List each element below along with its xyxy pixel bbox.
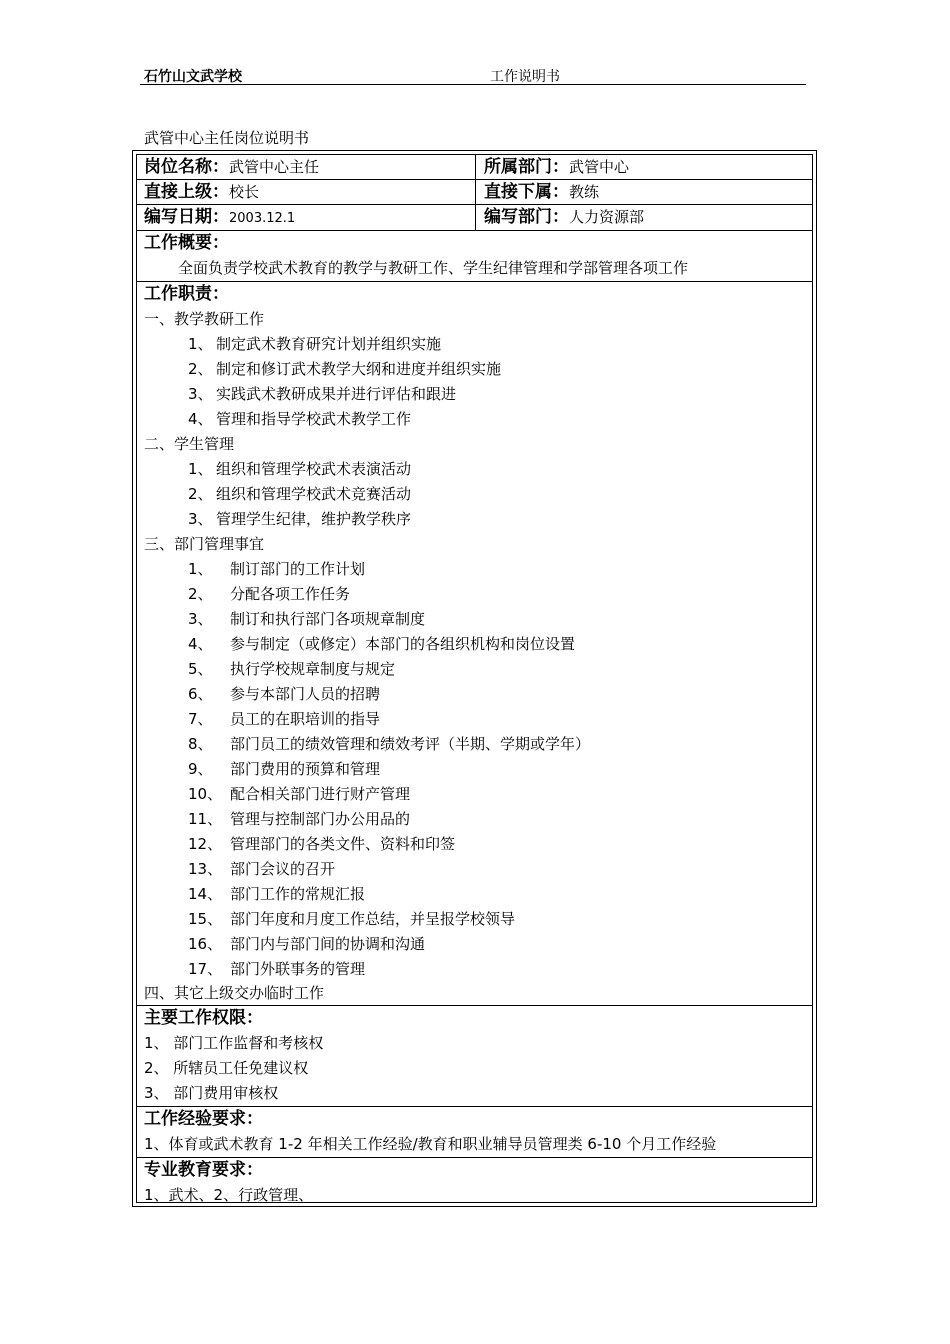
overview-text: 全面负责学校武术教育的教学与教研工作、学生纪律管理和学部管理各项工作	[178, 259, 689, 277]
duty-section-title: 三、部门管理事宜	[144, 535, 265, 553]
superior-value: 校长	[229, 183, 260, 201]
author-dept-label: 编写部门：	[484, 207, 569, 227]
list-item: 4、 参与制定（或修定）本部门的各组织机构和岗位设置	[188, 635, 576, 653]
duty-section-title: 一、教学教研工作	[144, 310, 265, 328]
position-name-value: 武管中心主任	[229, 158, 320, 176]
list-item: 3、 部门费用审核权	[144, 1084, 279, 1102]
superior-field	[144, 180, 259, 204]
list-item: 6、 参与本部门人员的招聘	[188, 685, 381, 703]
list-item: 1、 部门工作监督和考核权	[144, 1034, 324, 1052]
author-dept-value: 人力资源部	[569, 208, 645, 226]
list-item: 7、 员工的在职培训的指导	[188, 710, 381, 728]
list-item: 4、 管理和指导学校武术教学工作	[188, 410, 412, 428]
page-title: 武管中心主任岗位说明书	[144, 129, 310, 147]
document-type: 工作说明书	[490, 69, 560, 85]
list-item: 3、 管理学生纪律，维护教学秩序	[188, 510, 412, 528]
education-heading: 专业教育要求：	[144, 1160, 263, 1180]
education-text: 1、武术、2、行政管理、	[144, 1186, 314, 1204]
list-item: 2、 分配各项工作任务	[188, 585, 351, 603]
experience-text: 1、体育或武术教育 1-2 年相关工作经验/教育和职业辅导员管理类 6-10 个月工作经验	[144, 1135, 717, 1153]
list-item: 15、 部门年度和月度工作总结，并呈报学校领导	[188, 910, 516, 928]
date-label: 编写日期：	[144, 207, 229, 227]
subordinate-label: 直接下属：	[484, 182, 569, 202]
department-value: 武管中心	[569, 158, 630, 176]
list-item: 5、 执行学校规章制度与规定	[188, 660, 396, 678]
date-value: 2003.12.1	[229, 211, 296, 226]
position-name-label: 岗位名称：	[144, 157, 229, 177]
row-divider	[136, 281, 813, 282]
list-item: 9、 部门费用的预算和管理	[188, 760, 381, 778]
list-item: 1、 组织和管理学校武术表演活动	[188, 460, 412, 478]
list-item: 11、 管理与控制部门办公用品的	[188, 810, 411, 828]
authority-heading: 主要工作权限：	[144, 1008, 263, 1028]
position-name-field	[144, 155, 319, 179]
list-item: 8、 部门员工的绩效管理和绩效考评（半期、学期或学年）	[188, 735, 591, 753]
subordinate-field	[484, 180, 599, 204]
list-item: 2、 制定和修订武术教学大纲和进度并组织实施	[188, 360, 502, 378]
superior-label: 直接上级：	[144, 182, 229, 202]
duty-section-title: 四、其它上级交办临时工作	[144, 984, 325, 1002]
subordinate-value: 教练	[569, 183, 600, 201]
header-rule	[140, 84, 806, 85]
department-label: 所属部门：	[484, 157, 569, 177]
list-item: 2、 所辖员工任免建议权	[144, 1059, 309, 1077]
list-item: 14、 部门工作的常规汇报	[188, 885, 366, 903]
info-column-divider	[475, 154, 476, 230]
date-field	[144, 205, 295, 231]
list-item: 3、 实践武术教研成果并进行评估和跟进	[188, 385, 457, 403]
list-item: 17、 部门外联事务的管理	[188, 960, 366, 978]
school-name: 石竹山文武学校	[144, 69, 242, 85]
list-item: 12、 管理部门的各类文件、资料和印签	[188, 835, 456, 853]
list-item: 16、 部门内与部门间的协调和沟通	[188, 935, 426, 953]
list-item: 1、 制订部门的工作计划	[188, 560, 366, 578]
list-item: 2、 组织和管理学校武术竞赛活动	[188, 485, 412, 503]
list-item: 3、 制订和执行部门各项规章制度	[188, 610, 426, 628]
list-item: 10、 配合相关部门进行财产管理	[188, 785, 411, 803]
overview-heading: 工作概要：	[144, 233, 229, 253]
department-field	[484, 155, 629, 179]
duty-section-title: 二、学生管理	[144, 435, 235, 453]
author-dept-field	[484, 205, 644, 229]
experience-heading: 工作经验要求：	[144, 1109, 263, 1129]
list-item: 1、 制定武术教育研究计划并组织实施	[188, 335, 442, 353]
duties-heading: 工作职责：	[144, 284, 229, 304]
list-item: 13、 部门会议的召开	[188, 860, 336, 878]
